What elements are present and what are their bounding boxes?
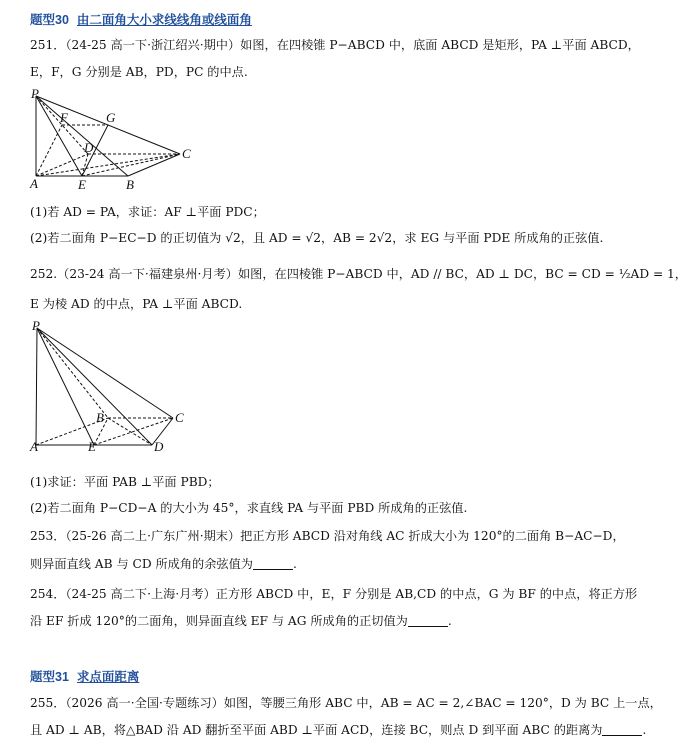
section-header-30	[30, 10, 252, 28]
label-d: D	[154, 439, 164, 454]
label-p: P	[31, 86, 39, 101]
problem-251-line1: 251．（24-25 高一下·浙江绍兴·期中）如图，在四棱锥 P−ABCD 中，底面 ABCD 是矩形，PA ⊥平面 ABCD，	[30, 38, 640, 52]
label-c: C	[175, 410, 184, 425]
problem-252-line2: E 为棱 AD 的中点，PA ⊥平面 ABCD.	[30, 297, 243, 311]
label-b: B	[126, 177, 134, 192]
edge-pb	[37, 328, 108, 418]
problem-254-end: .	[447, 614, 452, 628]
label-d: D	[84, 140, 94, 155]
problem-254-line1: 254．（24-25 高二下·上海·月考）正方形 ABCD 中，E，F 分别是 AB,CD 的中点，G 为 BF 的中点，将正方形	[30, 587, 638, 601]
section-label: 题型31	[30, 670, 69, 684]
edge-ec	[82, 154, 180, 176]
edge-pb	[36, 96, 128, 176]
label-e: E	[88, 439, 96, 454]
answer-blank	[602, 723, 642, 736]
label-e: E	[78, 177, 86, 192]
figure-pyramid-1	[28, 88, 198, 193]
edge-pc	[37, 328, 173, 418]
edge-pa	[36, 328, 37, 445]
problem-255-line2	[30, 722, 646, 738]
problem-251-line2: E，F，G 分别是 AB，PD，PC 的中点.	[30, 65, 248, 79]
problem-251-q1: (1)若 AD = PA，求证：AF ⊥平面 PDC；	[30, 205, 265, 219]
edge-bc	[128, 154, 180, 176]
problem-255-text: 且 AD ⊥ AB，将△BAD 沿 AD 翻折至平面 ABD ⊥平面 ACD，连接 BC，则点 D 到平面 ABC 的距离为	[30, 723, 603, 737]
section-title: 求点面距离	[76, 670, 140, 684]
answer-blank	[253, 557, 293, 570]
edge-pe	[37, 328, 94, 445]
problem-253-line2	[30, 556, 297, 572]
problem-254-text: 沿 EF 折成 120°的二面角，则异面直线 EF 与 AG 所成角的正切值为	[30, 614, 408, 628]
problem-253-text: 则异面直线 AB 与 CD 所成角的余弦值为	[30, 557, 253, 571]
problem-252-q1: (1)求证：平面 PAB ⊥平面 PBD；	[30, 475, 220, 489]
label-g: G	[106, 110, 116, 125]
problem-254-line2	[30, 613, 452, 629]
label-a: A	[30, 176, 38, 191]
section-label: 题型30	[30, 13, 69, 27]
problem-252-line1: 252.（23-24 高一下·福建泉州·月考）如图，在四棱锥 P−ABCD 中，AD // BC，AD ⊥ DC，BC = CD = ½AD = 1，	[30, 267, 687, 281]
problem-252-q2: (2)若二面角 P−CD−A 的大小为 45°，求直线 PA 与平面 PBD 所成角的正弦值.	[30, 501, 468, 515]
label-a: A	[30, 439, 38, 454]
label-b: B	[96, 410, 104, 425]
figure-pyramid-2	[28, 318, 193, 453]
problem-251-q2: (2)若二面角 P−EC−D 的正切值为 √2，且 AD = √2，AB = 2√2，求 EG 与平面 PDE 所成角的正弦值.	[30, 231, 604, 245]
label-f: F	[60, 110, 68, 125]
problem-253-end: .	[292, 557, 297, 571]
problem-255-line1: 255．（2026 高一·全国·专题练习）如图，等腰三角形 ABC 中，AB = AC = 2,∠BAC = 120°，D 为 BC 上一点，	[30, 696, 662, 710]
section-header-31	[30, 667, 139, 685]
edge-pd	[37, 328, 152, 445]
answer-blank	[408, 614, 448, 627]
problem-253-line1: 253．（25-26 高二上·广东广州·期末）把正方形 ABCD 沿对角线 AC 折成大小为 120°的二面角 B−AC−D，	[30, 529, 625, 543]
edge-pe	[36, 96, 82, 176]
label-c: C	[182, 146, 191, 161]
section-title: 由二面角大小求线线角或线面角	[76, 13, 252, 27]
label-p: P	[32, 318, 40, 333]
problem-255-end: .	[642, 723, 647, 737]
edge-af	[36, 125, 62, 176]
edge-ac	[36, 154, 180, 176]
